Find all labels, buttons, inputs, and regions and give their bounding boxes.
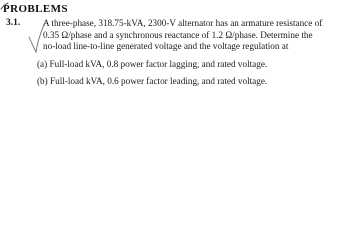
section-heading: PROBLEMS <box>3 3 68 15</box>
textbook-page <box>0 0 350 114</box>
statement-line: 0.35 Ω/phase and a synchronous reactance of 1.2 Ω/phase. Determine the <box>43 29 313 40</box>
problem-part-b: (b) Full-load kVA, 0.6 power factor leading, and rated voltage. <box>37 76 268 87</box>
statement-line: no-load line-to-line generated voltage and the voltage regulation at <box>43 41 289 52</box>
problem-number: 3.1. <box>6 18 21 28</box>
problem-part-a: (a) Full-load kVA, 0.8 power factor lagging, and rated voltage. <box>37 59 268 69</box>
problem-parts <box>37 59 339 93</box>
statement-line: A three-phase, 318.75-kVA, 2300-V alternator has an armature resistance of <box>43 18 323 28</box>
problem-statement <box>43 18 345 53</box>
